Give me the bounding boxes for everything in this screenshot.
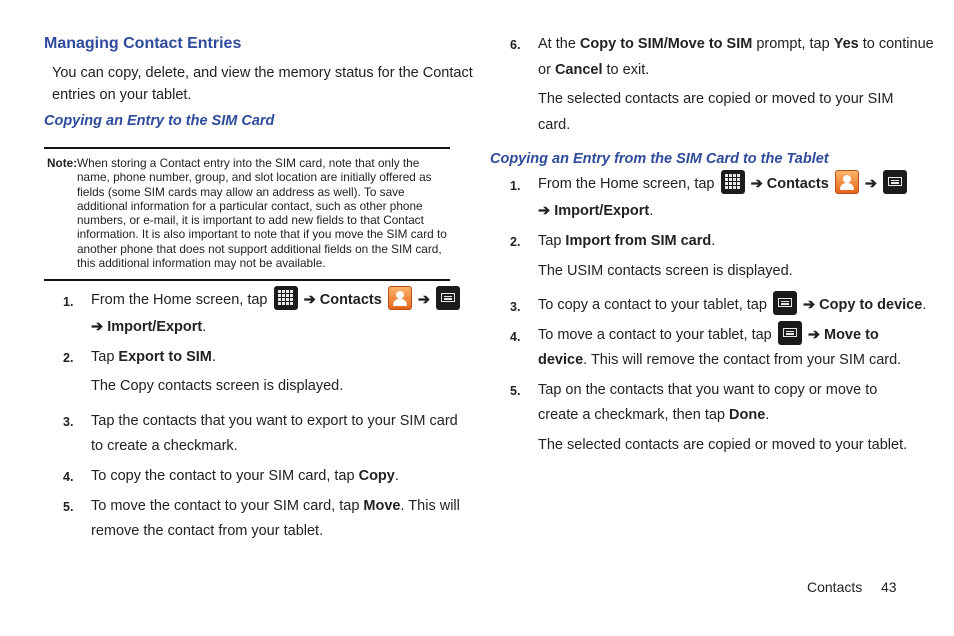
note-line: information. It is also important to note that if you move the SIM card to <box>77 227 447 242</box>
arrow-icon: ➔ <box>807 327 820 343</box>
note-line: another phone that does not support additional fields on the SIM card, <box>77 241 442 256</box>
note-line: this additional information may not be available. <box>77 256 326 271</box>
step-text: Tap <box>538 233 562 249</box>
step-number: 4. <box>63 470 74 484</box>
note-text <box>77 156 450 270</box>
note-line: additional information for a particular contact, such as other phone <box>77 198 423 213</box>
note-line: numbers, or e-mail, it is important to add new fields to that Contact <box>77 213 424 228</box>
step-text: From the Home screen, tap <box>538 176 715 192</box>
step-1-line-1 <box>538 172 909 197</box>
copy-label: Copy <box>358 468 395 484</box>
step-2-result: The Copy contacts screen is displayed. <box>91 378 344 394</box>
step-text: to exit. <box>606 62 650 78</box>
step-1-line-2 <box>538 199 653 224</box>
import-from-sim-label: Import from SIM card <box>565 233 712 249</box>
step-3-line-2: to create a checkmark. <box>91 438 238 454</box>
step-6-result <box>538 87 893 138</box>
step-text: or <box>538 62 551 78</box>
arrow-icon: ➔ <box>91 319 104 335</box>
step-number: 5. <box>63 500 74 514</box>
punctuation: . <box>922 297 927 313</box>
contacts-label: Contacts <box>766 176 829 192</box>
page-number: 43 <box>881 579 897 595</box>
step-2-text <box>91 345 216 370</box>
step-1-line-2 <box>91 315 206 340</box>
step-2-text <box>538 229 715 254</box>
prompt-name: Copy to SIM/Move to SIM <box>579 36 753 52</box>
menu-key-icon <box>773 291 797 315</box>
step-text: create a checkmark, then tap <box>538 407 725 423</box>
note-top-rule <box>44 147 450 149</box>
done-label: Done <box>729 407 766 423</box>
step-number: 5. <box>510 384 521 398</box>
import-export-label: Import/Export <box>554 203 650 219</box>
step-2-result: The USIM contacts screen is displayed. <box>538 263 793 279</box>
cancel-label: Cancel <box>554 62 603 78</box>
step-5-line-1 <box>91 494 460 519</box>
apps-grid-icon <box>274 286 298 310</box>
step-text: To copy a contact to your tablet, tap <box>538 297 767 313</box>
arrow-icon: ➔ <box>303 292 316 308</box>
apps-grid-icon <box>721 170 745 194</box>
step-number: 1. <box>510 179 521 193</box>
punctuation: . <box>649 203 654 219</box>
move-to-label: Move to <box>824 327 879 343</box>
step-6-line-1 <box>538 32 934 57</box>
step-3-text <box>538 293 926 318</box>
step-3-line-1: Tap the contacts that you want to export to your SIM card <box>91 413 458 429</box>
intro-line: entries on your tablet. <box>52 87 192 103</box>
arrow-icon: ➔ <box>417 292 431 308</box>
step-text: To move a contact to your tablet, tap <box>538 327 772 343</box>
page-heading: Managing Contact Entries <box>44 35 242 52</box>
step-text: To move the contact to your SIM card, tap <box>91 498 360 514</box>
note-line: name, phone number, group, and slot location are initially offered as <box>77 170 432 185</box>
step-text: At the <box>538 36 576 52</box>
import-export-label: Import/Export <box>107 319 203 335</box>
step-number: 1. <box>63 295 74 309</box>
yes-label: Yes <box>833 36 859 52</box>
step-5-result: The selected contacts are copied or moved to your tablet. <box>538 437 908 453</box>
punctuation: . <box>202 319 207 335</box>
step-text: From the Home screen, tap <box>91 292 268 308</box>
step-1-line-1 <box>91 288 462 313</box>
note-bottom-rule <box>44 279 450 281</box>
step-4-text <box>91 464 399 489</box>
result-line: card. <box>538 117 571 133</box>
contacts-label: Contacts <box>319 292 382 308</box>
arrow-icon: ➔ <box>750 176 763 192</box>
arrow-icon: ➔ <box>538 203 551 219</box>
menu-key-icon <box>778 321 802 345</box>
section-subheading-to-sim: Copying an Entry to the SIM Card <box>44 113 275 129</box>
footer-section: Contacts <box>807 579 863 595</box>
step-5-line-2 <box>538 403 769 428</box>
punctuation: . <box>211 349 216 365</box>
step-text: Tap <box>91 349 115 365</box>
note-label: Note: <box>47 156 78 170</box>
step-text: To copy the contact to your SIM card, tap <box>91 468 355 484</box>
punctuation: . <box>711 233 716 249</box>
arrow-icon: ➔ <box>802 297 816 313</box>
step-number: 4. <box>510 330 521 344</box>
contacts-app-icon <box>388 286 412 310</box>
menu-key-icon <box>436 286 460 310</box>
copy-to-device-label: Copy to device <box>819 297 923 313</box>
punctuation: . <box>394 468 399 484</box>
step-4-line-1 <box>538 323 879 348</box>
step-text: . This will remove the contact from your SIM card. <box>583 352 902 368</box>
step-number: 6. <box>510 38 521 52</box>
step-5-line-2: remove the contact from your tablet. <box>91 523 324 539</box>
step-4-line-2 <box>538 348 901 373</box>
export-to-sim-label: Export to SIM <box>118 349 212 365</box>
punctuation: . <box>765 407 770 423</box>
note-line: fields (some SIM cards may allow an address as well). To save <box>77 184 405 199</box>
arrow-icon: ➔ <box>864 176 878 192</box>
section-subheading-from-sim: Copying an Entry from the SIM Card to the Tablet <box>490 151 829 167</box>
step-number: 3. <box>63 415 74 429</box>
note-line: When storing a Contact entry into the SIM card, note that only the <box>77 156 420 170</box>
step-text: . This will <box>400 498 460 514</box>
intro-line: You can copy, delete, and view the memory status for the Contact <box>52 65 473 81</box>
result-line: The selected contacts are copied or moved to your SIM <box>538 91 894 107</box>
device-label: device <box>538 352 584 368</box>
step-5-line-1: Tap on the contacts that you want to copy or move to <box>538 382 878 398</box>
step-text: prompt, tap <box>756 36 830 52</box>
step-number: 2. <box>63 351 74 365</box>
step-number: 3. <box>510 300 521 314</box>
step-number: 2. <box>510 235 521 249</box>
step-6-line-2 <box>538 58 649 83</box>
move-label: Move <box>363 498 401 514</box>
contacts-app-icon <box>835 170 859 194</box>
intro-paragraph <box>52 61 473 108</box>
menu-key-icon <box>883 170 907 194</box>
step-text: to continue <box>862 36 934 52</box>
